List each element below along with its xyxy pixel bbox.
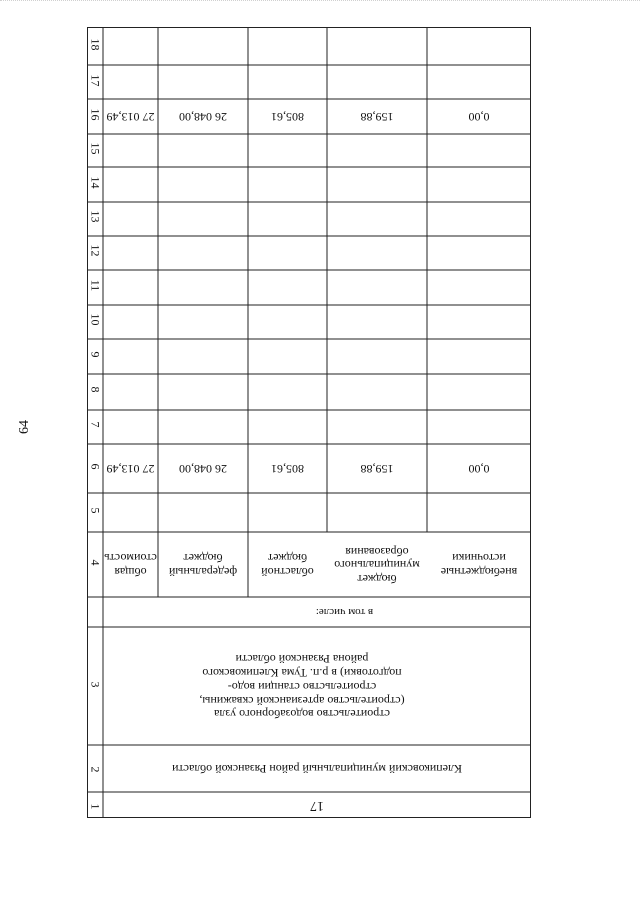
label-total: общая стоимость bbox=[104, 551, 157, 580]
col-num-9: 9 bbox=[88, 351, 103, 358]
col-num-15: 15 bbox=[88, 142, 103, 155]
col-num-16: 16 bbox=[88, 108, 103, 121]
col-num-7: 7 bbox=[88, 421, 103, 428]
page-number: 64 bbox=[17, 420, 32, 434]
col-num-18: 18 bbox=[88, 38, 103, 51]
col-num-3: 3 bbox=[88, 681, 103, 688]
col-num-5: 5 bbox=[88, 507, 103, 514]
col-num-13: 13 bbox=[88, 210, 103, 223]
col6-municipal: 159,88 bbox=[360, 462, 394, 477]
col-num-10: 10 bbox=[88, 313, 103, 326]
row-number: 17 bbox=[310, 798, 324, 814]
scan-marks bbox=[0, 0, 640, 13]
col-num-2: 2 bbox=[88, 766, 103, 773]
col6-offbudget: 0,00 bbox=[468, 462, 490, 477]
label-offbudget: внебюджетные источники bbox=[440, 551, 518, 580]
col16-offbudget: 0,00 bbox=[468, 110, 490, 125]
municipality-name: Клепиковский муниципальный район Рязанской области bbox=[172, 762, 462, 777]
col-num-12: 12 bbox=[88, 244, 103, 257]
col16-federal: 26 048,00 bbox=[179, 110, 227, 125]
label-regional: областной бюджет bbox=[261, 551, 314, 580]
col6-federal: 26 048,00 bbox=[179, 462, 227, 477]
col-num-8: 8 bbox=[88, 386, 103, 393]
col16-total: 27 013,49 bbox=[106, 110, 155, 125]
col-num-14: 14 bbox=[88, 176, 103, 189]
budget-table bbox=[87, 27, 531, 818]
project-description: строительство водозаборного узла (строительство артезианской скважины, строительство станции водо-подготовки) в р.п. Тума Клепиковского района Рязанской области bbox=[199, 652, 405, 722]
label-federal: федеральный бюджет bbox=[168, 551, 238, 580]
label-municipal: бюджет муниципального образования bbox=[334, 544, 420, 587]
col6-regional: 805,61 bbox=[271, 462, 304, 477]
col-num-1: 1 bbox=[88, 803, 103, 810]
in-that-number-label: в том числе: bbox=[315, 606, 374, 619]
col-num-4: 4 bbox=[88, 559, 103, 566]
col16-municipal: 159,88 bbox=[360, 110, 394, 125]
col16-regional: 805,61 bbox=[271, 110, 304, 125]
col-num-11: 11 bbox=[88, 279, 103, 292]
col-num-17: 17 bbox=[88, 74, 103, 87]
col-num-6: 6 bbox=[88, 463, 103, 470]
col6-total: 27 013,49 bbox=[106, 462, 155, 477]
